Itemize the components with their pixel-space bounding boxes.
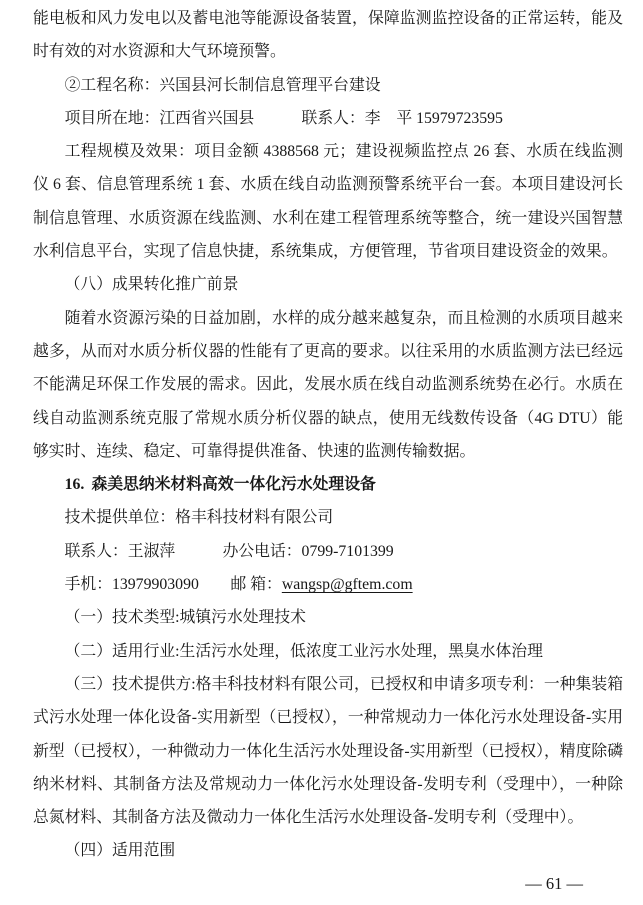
para-continuation: 能电板和风力发电以及蓄电池等能源设备装置，保障监测监控设备的正常运转，能及时有效的对水资源和大气环境预警。 <box>33 10 623 61</box>
para-section8-heading: （八）成果转化推广前景 <box>64 276 239 294</box>
section16-number: 16. <box>64 476 85 494</box>
section16-heading <box>33 468 623 501</box>
para-item3-patents: （三）技术提供方:格丰科技材料有限公司，已授权和申请多项专利：一种集装箱式污水处理一体化设备-实用新型（已授权），一种常规动力一体化污水处理设备-实用新型（已授权），一种微动力一体化生活污水处理设备-实用新型（已授权），精度除磷纳米材料、其制备方法及常规动力一体化污水处理设备-发明专利（受理中），一种除总氮材料、其制备方法及微动力一体化生活污水处理设备-发明专利（受理中）。 <box>33 675 623 827</box>
para-item1-tech-type: （一）技术类型:城镇污水处理技术 <box>64 609 306 627</box>
para-project-scale: 工程规模及效果：项目金额 4388568 元；建设视频监控点 26 套、水质在线监测仪 6 套、信息管理系统 1 套、水质在线自动监测预警系统平台一套。本项目建设河长制信息管理、水质资源在线监测、水利在建工程管理系统等整合，统一建设兴国智慧水利信息平台，实现了信息快捷，系统集成，方便管理，节省项目建设资金的效果。 <box>33 143 623 261</box>
email-link[interactable]: wangsp@gftem.com <box>281 576 413 594</box>
section16-title: 森美思纳米材料高效一体化污水处理设备 <box>91 476 376 494</box>
para-item2-industries: （二）适用行业:生活污水处理，低浓度工业污水处理，黑臭水体治理 <box>64 642 543 660</box>
para-item4-scope: （四）适用范围 <box>64 842 176 860</box>
para-provider: 技术提供单位：格丰科技材料有限公司 <box>64 509 334 527</box>
para-prospect: 随着水资源污染的日益加剧，水样的成分越来越复杂，而且检测的水质项目越来越多，从而对水质分析仪器的性能有了更高的要求。以往采用的水质监测方法已经远不能满足环保工作发展的需求。因此，发展水质在线自动监测系统势在必行。水质在线自动监测系统克服了常规水质分析仪器的缺点，使用无线数传设备（4G DTU）能够实时、连续、稳定、可靠得提供准备、快速的监测传输数据。 <box>33 309 623 460</box>
mobile-email-label: 手机：13979903090 邮 箱： <box>64 576 282 594</box>
para-mobile-email <box>33 568 623 601</box>
para-project-name: ②工程名称：兴国县河长制信息管理平台建设 <box>64 76 381 94</box>
para-contact-person: 联系人：王淑萍 办公电话：0799-7101399 <box>64 542 394 560</box>
page-number: — 61 — <box>525 873 583 893</box>
para-project-location: 项目所在地：江西省兴国县 联系人：李 平 15979723595 <box>64 109 503 127</box>
